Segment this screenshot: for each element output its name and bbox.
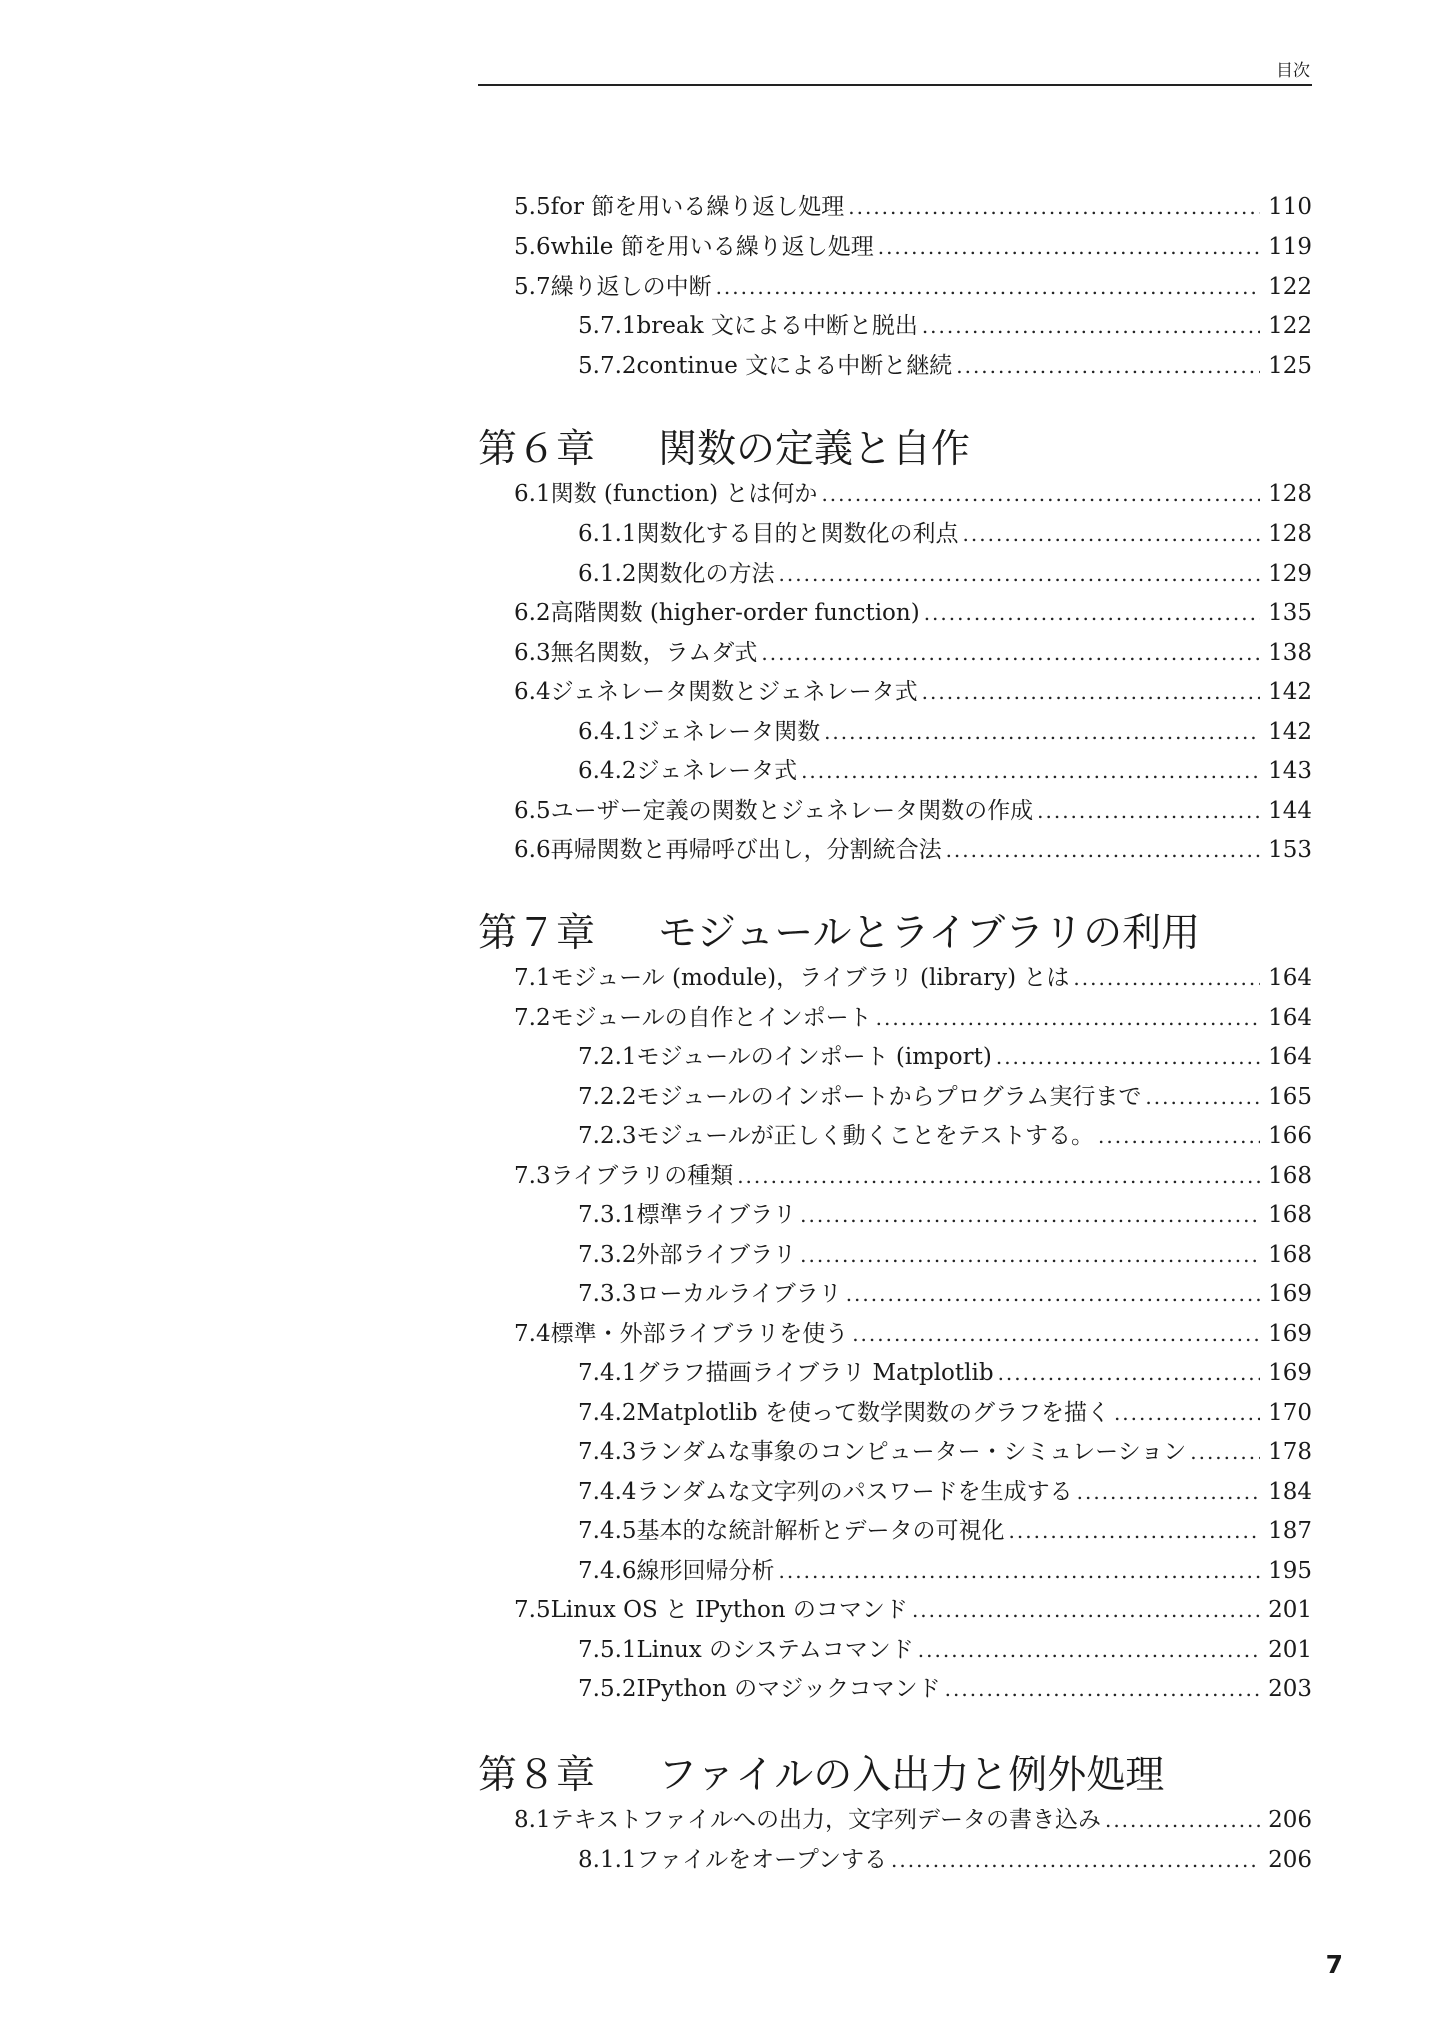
entry-number: 6.1	[514, 481, 551, 507]
toc-entry[interactable]	[514, 1315, 1312, 1349]
entry-number: 7.2	[514, 1005, 551, 1031]
dot-leader	[912, 1598, 1260, 1622]
entry-title: Linux のシステムコマンド	[636, 1637, 914, 1663]
chapter-title: モジュールとライブラリの利用	[658, 911, 1201, 956]
entry-number: 5.7.1	[578, 313, 637, 339]
entry-title: ジェネレータ式	[636, 758, 798, 784]
toc-entry[interactable]	[578, 1394, 1312, 1428]
entry-number: 8.1	[514, 1807, 551, 1833]
entry-page: 184	[1268, 1479, 1312, 1505]
toc-entry[interactable]	[578, 307, 1312, 341]
toc-entry[interactable]	[578, 1117, 1312, 1151]
entry-number: 7.3	[514, 1163, 551, 1189]
chapter-title: 関数の定義と自作	[658, 427, 971, 472]
entry-title: Matplotlib を使って数学関数のグラフを描く	[636, 1400, 1110, 1426]
dot-leader	[848, 195, 1260, 219]
entry-page: 122	[1268, 313, 1312, 339]
entry-title: ファイルをオープンする	[636, 1847, 888, 1873]
dot-leader	[1073, 966, 1260, 990]
toc-entry[interactable]	[514, 475, 1312, 509]
chapter-number: 第７章	[478, 911, 596, 956]
entry-title: ユーザー定義の関数とジェネレータ関数の作成	[550, 798, 1034, 824]
entry-page: 129	[1268, 561, 1312, 587]
entry-number: 7.4.2	[578, 1400, 637, 1426]
entry-number: 7.4	[514, 1321, 551, 1347]
entry-page: 165	[1268, 1084, 1312, 1110]
toc-entry[interactable]	[514, 1801, 1312, 1835]
entry-title: ローカルライブラリ	[636, 1281, 842, 1307]
entry-page: 128	[1268, 521, 1312, 547]
entry-page: 206	[1268, 1807, 1312, 1833]
toc-entry[interactable]	[578, 1275, 1312, 1309]
dot-leader	[779, 562, 1260, 586]
entry-page: 164	[1268, 1044, 1312, 1070]
dot-leader	[956, 354, 1260, 378]
entry-number: 5.7.2	[578, 353, 637, 379]
entry-number: 6.6	[514, 837, 551, 863]
entry-title: 関数化の方法	[636, 561, 775, 587]
entry-title: 関数 (function) とは何か	[550, 481, 818, 507]
entry-page: 168	[1268, 1242, 1312, 1268]
entry-page: 135	[1268, 600, 1312, 626]
dot-leader	[946, 838, 1260, 862]
entry-number: 7.5.1	[578, 1637, 637, 1663]
entry-page: 170	[1268, 1400, 1312, 1426]
entry-page: 128	[1268, 481, 1312, 507]
toc-entry[interactable]	[578, 1473, 1312, 1507]
toc-entry[interactable]	[514, 999, 1312, 1033]
toc-entry[interactable]	[514, 228, 1312, 262]
toc-entry[interactable]	[514, 188, 1312, 222]
entry-number: 6.3	[514, 640, 551, 666]
entry-number: 6.4	[514, 679, 551, 705]
entry-number: 6.1.1	[578, 521, 637, 547]
dot-leader	[779, 1559, 1260, 1583]
entry-title: 標準ライブラリ	[636, 1202, 797, 1228]
entry-number: 7.3.3	[578, 1281, 637, 1307]
toc-entry[interactable]	[514, 1591, 1312, 1625]
entry-page: 168	[1268, 1202, 1312, 1228]
entry-number: 6.5	[514, 798, 551, 824]
dot-leader	[918, 1638, 1260, 1662]
running-header	[478, 50, 1312, 86]
toc-entry[interactable]	[578, 1196, 1312, 1230]
toc-entry[interactable]	[514, 634, 1312, 668]
entry-page: 122	[1268, 274, 1312, 300]
entry-number: 7.1	[514, 965, 551, 991]
entry-number: 7.5	[514, 1597, 551, 1623]
entry-page: 201	[1268, 1637, 1312, 1663]
page-number: 7	[1325, 1950, 1343, 1979]
toc-entry[interactable]	[578, 713, 1312, 747]
entry-title: while 節を用いる繰り返し処理	[550, 234, 874, 260]
toc-entry[interactable]	[514, 959, 1312, 993]
dot-leader	[922, 680, 1260, 704]
entry-page: 138	[1268, 640, 1312, 666]
dot-leader	[852, 1322, 1260, 1346]
entry-title: モジュールの自作とインポート	[550, 1005, 872, 1031]
dot-leader	[945, 1677, 1260, 1701]
entry-number: 5.7	[514, 274, 551, 300]
dot-leader	[824, 720, 1260, 744]
entry-number: 7.5.2	[578, 1676, 637, 1702]
entry-page: 169	[1268, 1321, 1312, 1347]
toc-entry[interactable]	[578, 1038, 1312, 1072]
entry-page: 110	[1268, 194, 1312, 220]
header-title: 目次	[1276, 61, 1310, 81]
toc-entry[interactable]	[578, 1552, 1312, 1586]
dot-leader	[846, 1282, 1260, 1306]
dot-leader	[1077, 1480, 1260, 1504]
dot-leader	[963, 522, 1260, 546]
entry-title: モジュール (module)，ライブラリ (library) とは	[550, 965, 1070, 991]
dot-leader	[876, 1006, 1260, 1030]
entry-title: モジュールのインポート (import)	[636, 1044, 992, 1070]
dot-leader	[996, 1045, 1260, 1069]
entry-page: 178	[1268, 1439, 1312, 1465]
entry-title: モジュールが正しく動くことをテストする。	[636, 1123, 1095, 1149]
entry-page: 187	[1268, 1518, 1312, 1544]
dot-leader	[1114, 1401, 1260, 1425]
entry-number: 7.4.4	[578, 1479, 637, 1505]
toc-entry[interactable]	[514, 831, 1312, 865]
entry-page: 142	[1268, 679, 1312, 705]
toc-entry[interactable]	[578, 555, 1312, 589]
entry-page: 153	[1268, 837, 1312, 863]
entry-page: 201	[1268, 1597, 1312, 1623]
entry-number: 7.4.6	[578, 1558, 637, 1584]
dot-leader	[800, 1203, 1260, 1227]
entry-page: 143	[1268, 758, 1312, 784]
toc-entry[interactable]	[514, 792, 1312, 826]
entry-title: IPython のマジックコマンド	[636, 1676, 941, 1702]
entry-title: ジェネレータ関数	[636, 719, 821, 745]
toc-entry[interactable]	[578, 347, 1312, 381]
dot-leader	[998, 1361, 1260, 1385]
entry-page: 164	[1268, 1005, 1312, 1031]
toc-entry[interactable]	[578, 1078, 1312, 1112]
chapter-heading[interactable]	[478, 418, 970, 474]
dot-leader	[922, 314, 1260, 338]
entry-page: 166	[1268, 1123, 1312, 1149]
entry-page: 169	[1268, 1281, 1312, 1307]
dot-leader	[1037, 799, 1260, 823]
chapter-title: ファイルの入出力と例外処理	[658, 1753, 1165, 1798]
entry-page: 169	[1268, 1360, 1312, 1386]
chapter-number: 第６章	[478, 427, 596, 472]
toc-entry[interactable]	[578, 752, 1312, 786]
dot-leader	[801, 759, 1260, 783]
dot-leader	[1145, 1085, 1260, 1109]
toc-entry[interactable]	[578, 515, 1312, 549]
toc-entry[interactable]	[578, 1354, 1312, 1388]
toc-entry[interactable]	[514, 594, 1312, 628]
entry-page: 206	[1268, 1847, 1312, 1873]
entry-page: 142	[1268, 719, 1312, 745]
entry-title: 線形回帰分析	[636, 1558, 775, 1584]
chapter-number: 第８章	[478, 1753, 596, 1798]
dot-leader	[924, 601, 1260, 625]
chapter-heading[interactable]	[478, 902, 1200, 958]
entry-page: 164	[1268, 965, 1312, 991]
entry-page: 203	[1268, 1676, 1312, 1702]
entry-title: Linux OS と IPython のコマンド	[550, 1597, 908, 1623]
entry-number: 6.4.1	[578, 719, 637, 745]
dot-leader	[761, 641, 1260, 665]
entry-title: グラフ描画ライブラリ Matplotlib	[636, 1360, 994, 1386]
entry-title: 標準・外部ライブラリを使う	[550, 1321, 849, 1347]
entry-title: 再帰関数と再帰呼び出し，分割統合法	[550, 837, 942, 863]
dot-leader	[1098, 1124, 1260, 1148]
entry-page: 144	[1268, 798, 1312, 824]
toc-entry[interactable]	[578, 1236, 1312, 1270]
dot-leader	[1190, 1440, 1260, 1464]
entry-title: ランダムな文字列のパスワードを生成する	[636, 1479, 1073, 1505]
toc-entry[interactable]	[578, 1512, 1312, 1546]
entry-title: 関数化する目的と関数化の利点	[636, 521, 959, 547]
chapter-heading[interactable]	[478, 1744, 1164, 1800]
entry-number: 8.1.1	[578, 1847, 637, 1873]
entry-title: 基本的な統計解析とデータの可視化	[636, 1518, 1005, 1544]
entry-page: 119	[1268, 234, 1312, 260]
dot-leader	[821, 482, 1260, 506]
entry-number: 7.3.2	[578, 1242, 637, 1268]
dot-leader	[1105, 1808, 1260, 1832]
dot-leader	[891, 1848, 1260, 1872]
toc-entry[interactable]	[514, 268, 1312, 302]
toc-entry[interactable]	[578, 1841, 1312, 1875]
entry-number: 6.2	[514, 600, 551, 626]
entry-title: 無名関数，ラムダ式	[550, 640, 758, 666]
entry-title: ジェネレータ関数とジェネレータ式	[550, 679, 918, 705]
entry-title: continue 文による中断と継続	[636, 353, 953, 379]
entry-title: 外部ライブラリ	[636, 1242, 797, 1268]
entry-number: 7.4.3	[578, 1439, 637, 1465]
entry-page: 168	[1268, 1163, 1312, 1189]
dot-leader	[716, 275, 1260, 299]
entry-title: ランダムな事象のコンピューター・シミュレーション	[636, 1439, 1187, 1465]
entry-number: 7.2.2	[578, 1084, 637, 1110]
entry-page: 125	[1268, 353, 1312, 379]
dot-leader	[800, 1243, 1260, 1267]
entry-number: 7.3.1	[578, 1202, 637, 1228]
entry-number: 5.5	[514, 194, 551, 220]
entry-number: 7.4.1	[578, 1360, 637, 1386]
entry-page: 195	[1268, 1558, 1312, 1584]
entry-number: 7.4.5	[578, 1518, 637, 1544]
entry-number: 6.1.2	[578, 561, 637, 587]
entry-number: 5.6	[514, 234, 551, 260]
entry-title: ライブラリの種類	[550, 1163, 734, 1189]
entry-number: 7.2.3	[578, 1123, 637, 1149]
entry-title: モジュールのインポートからプログラム実行まで	[636, 1084, 1142, 1110]
entry-title: 高階関数 (higher-order function)	[550, 600, 920, 626]
dot-leader	[878, 235, 1260, 259]
entry-title: break 文による中断と脱出	[636, 313, 918, 339]
entry-title: テキストファイルへの出力，文字列データの書き込み	[550, 1807, 1101, 1833]
entry-number: 7.2.1	[578, 1044, 637, 1070]
toc-entry[interactable]	[514, 673, 1312, 707]
toc-entry[interactable]	[514, 1157, 1312, 1191]
toc-entry[interactable]	[578, 1433, 1312, 1467]
toc-entry[interactable]	[578, 1670, 1312, 1704]
dot-leader	[1009, 1519, 1260, 1543]
toc-entry[interactable]	[578, 1631, 1312, 1665]
dot-leader	[737, 1164, 1260, 1188]
entry-title: for 節を用いる繰り返し処理	[550, 194, 845, 220]
entry-number: 6.4.2	[578, 758, 637, 784]
entry-title: 繰り返しの中断	[550, 274, 712, 300]
